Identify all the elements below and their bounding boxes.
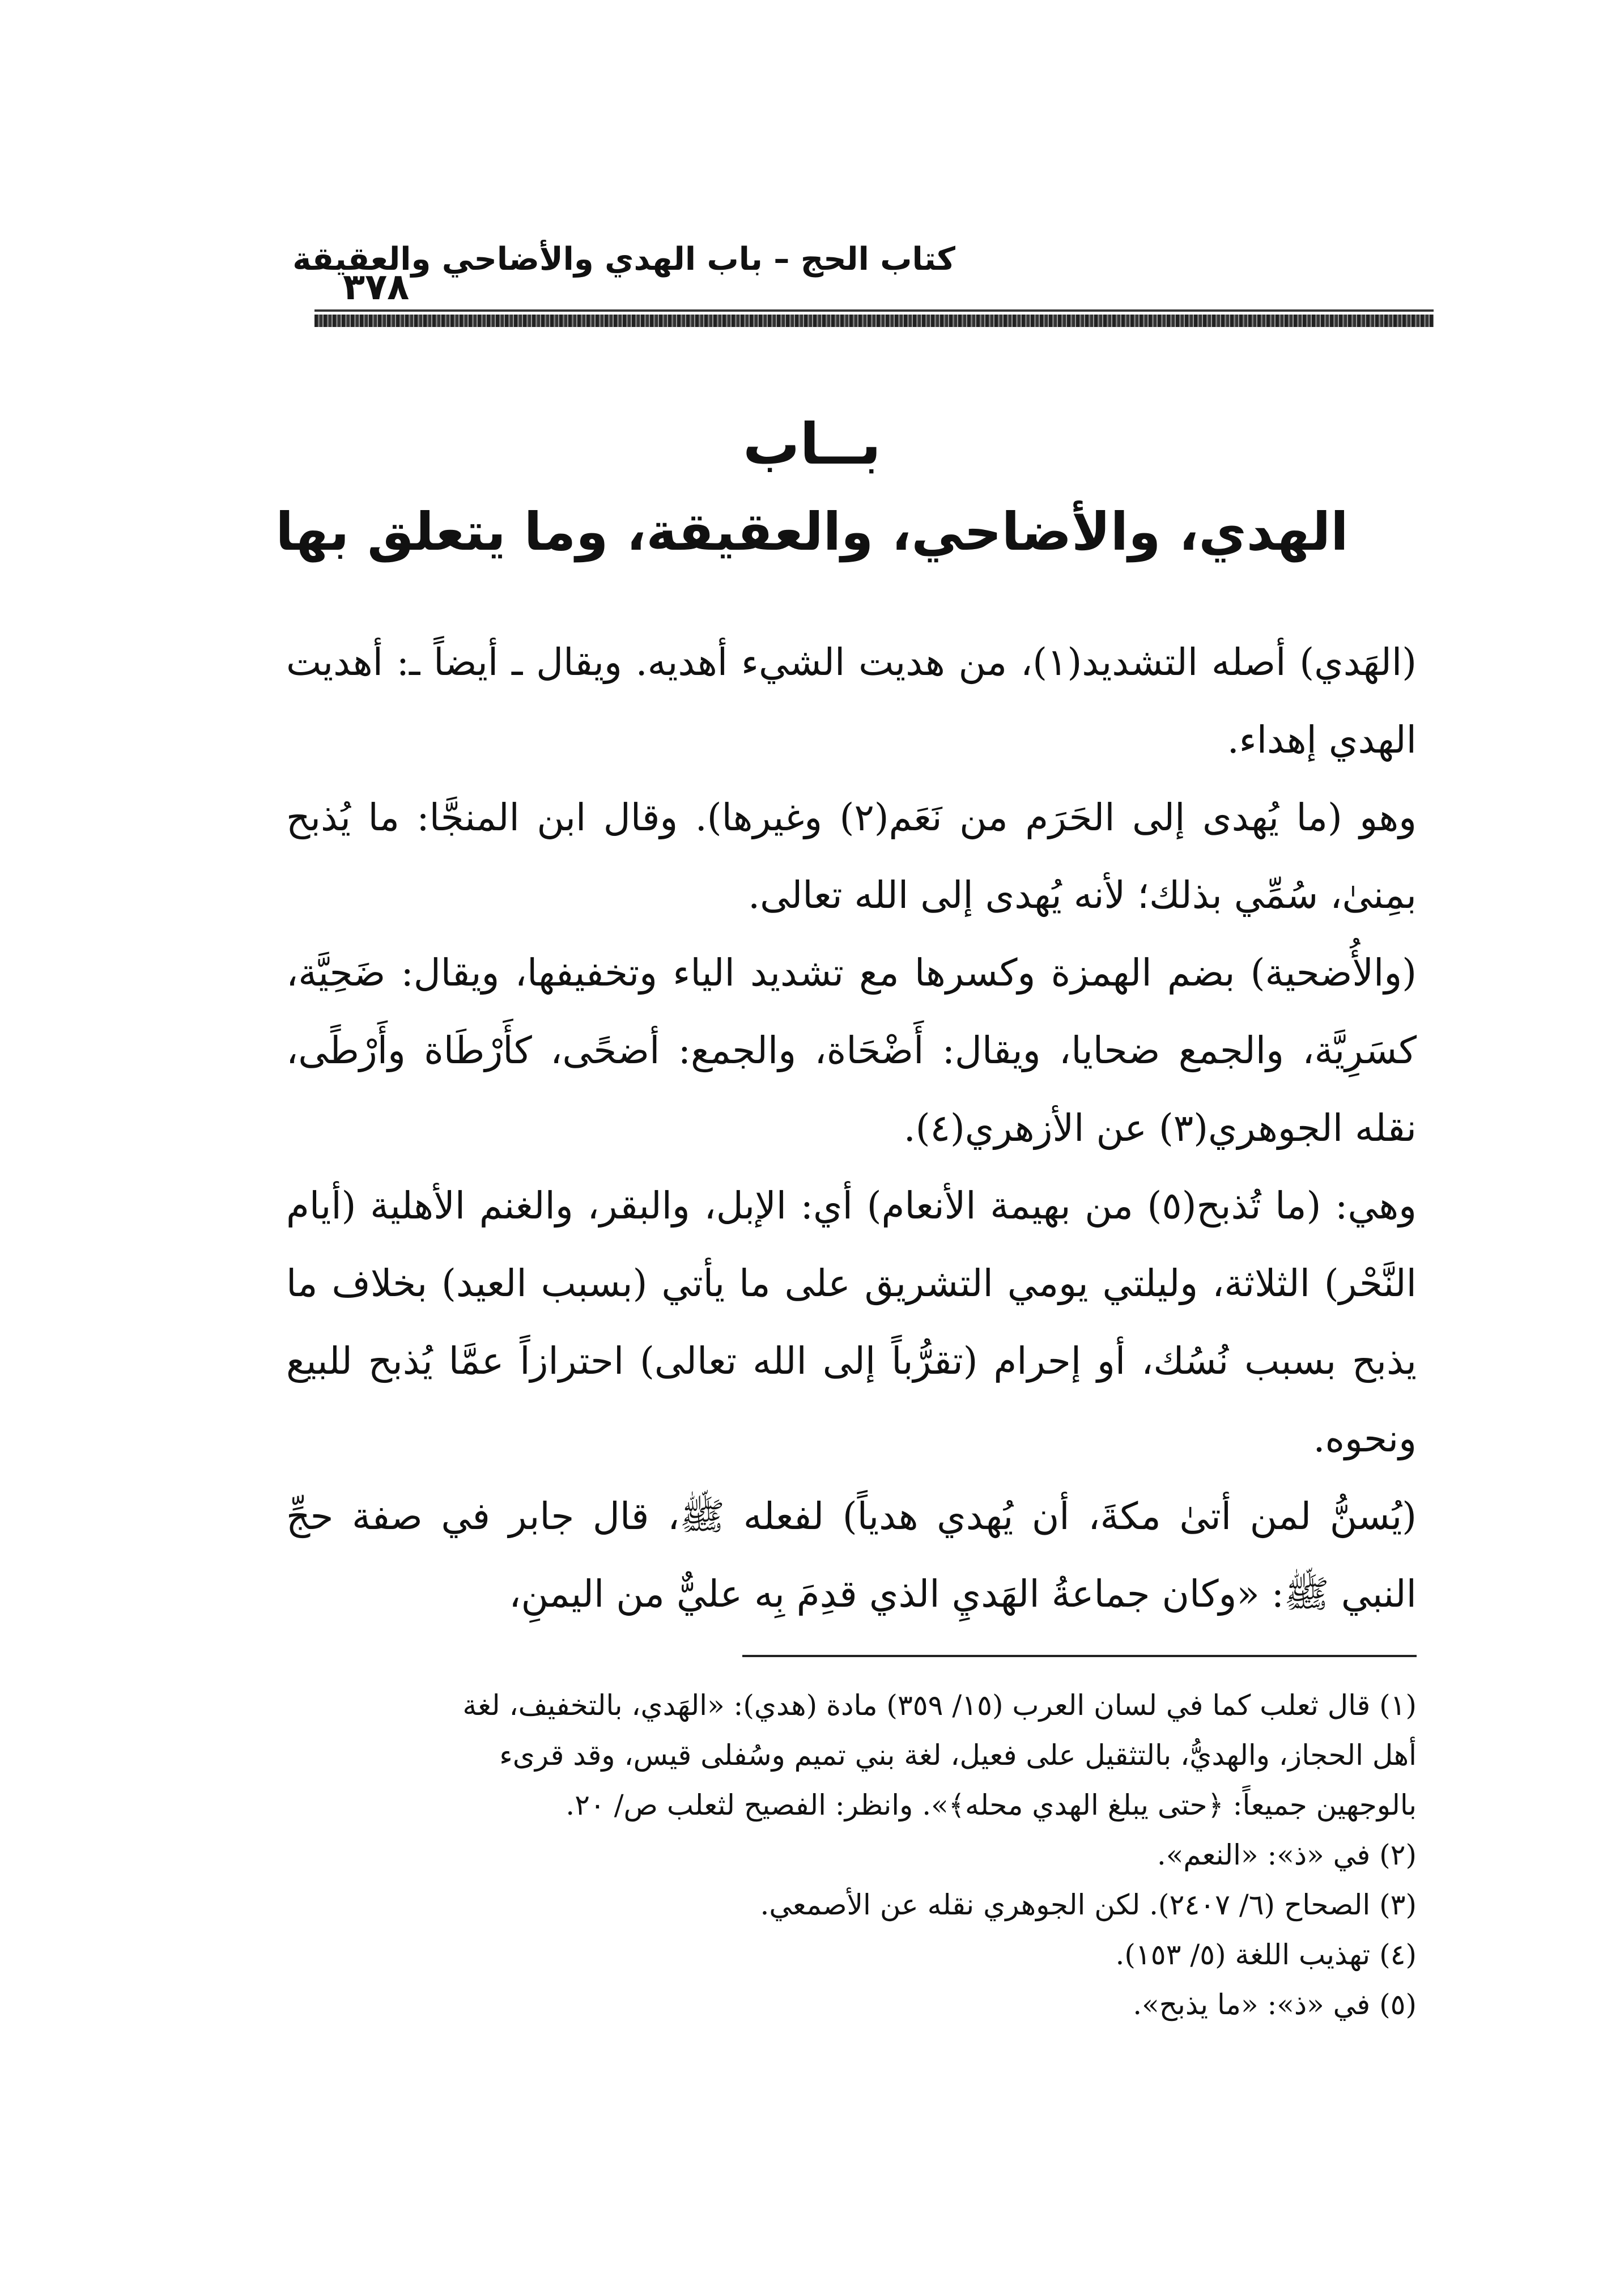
header-rule-thin	[314, 309, 1434, 312]
footnote-line: بالوجهين جميعاً: ﴿حتى يبلغ الهدي محله﴾». وانظر: الفصيح لثعلب ص/ ٢٠.	[566, 1789, 1417, 1821]
chapter-title: الهدي، والأضاحي، والعقيقة، وما يتعلق بها	[275, 502, 1349, 562]
footnote-line: (٢) في «ذ»: «النعم».	[1157, 1838, 1417, 1871]
footnote-line: (٣) الصحاح (٦/ ٢٤٠٧). لكن الجوهري نقله عن الأصمعي.	[760, 1888, 1417, 1921]
paragraph: وهي: (ما تُذبح(٥) من بهيمة الأنعام) أي: الإبل، والبقر، والغنم الأهلية (أيام النَّحْر) الثلاثة، وليلتي يومي التشريق على ما يأتي (بسبب العيد) بخلاف ما يذبح بسبب نُسُك، أو إحرام (تقرُّباً إلى الله تعالى) احترازاً عمَّا يُذبح للبيع ونحوه.	[286, 1184, 1417, 1460]
footnote-line: (٥) في «ذ»: «ما يذبح».	[1133, 1988, 1417, 2021]
footnotes	[286, 1680, 1417, 2029]
page-number: ٣٧٨	[343, 266, 410, 308]
paragraph: وهو (ما يُهدى إلى الحَرَم من نَعَم(٢) وغيرها). وقال ابن المنجَّا: ما يُذبح بمِنىٰ، سُمِّي بذلك؛ لأنه يُهدى إلى الله تعالى.	[286, 796, 1417, 917]
footnote-line: (٤) تهذيب اللغة (٥/ ١٥٣).	[1115, 1938, 1417, 1971]
main-text	[286, 623, 1417, 1633]
paragraph: (والأُضحية) بضم الهمزة وكسرها مع تشديد الياء وتخفيفها، ويقال: ضَحِيَّة، كسَرِيَّة، والجمع ضحايا، ويقال: أَضْحَاة، والجمع: أضحًى، كأَرْطَاة وأَرْطًى، نقله الجوهري(٣) عن الأزهري(٤).	[286, 951, 1417, 1150]
running-header-title: كتاب الحج – باب الهدي والأضاحي والعقيقة	[292, 241, 955, 278]
paragraph: (يُسنُّ لمن أتىٰ مكةَ، أن يُهدي هدياً) لفعله ﷺ، قال جابر في صفة حجِّ النبي ﷺ: «وكان جماعةُ الهَديِ الذي قدِمَ بِه عليٌّ من اليمنِ،	[286, 1494, 1417, 1616]
footnote-separator	[742, 1655, 1417, 1657]
chapter-heading: بــاب	[743, 411, 881, 477]
header-rule	[314, 315, 1434, 327]
paragraph: (الهَدي) أصله التشديد(١)، من هديت الشيء أهديه. ويقال ـ أيضاً ـ: أهديت الهدي إهداء.	[286, 640, 1417, 762]
footnote-line: (١) قال ثعلب كما في لسان العرب (١٥/ ٣٥٩) مادة (هدي): «الهَدي، بالتخفيف، لغة	[462, 1689, 1417, 1722]
footnote-line: أهل الحجاز، والهديُّ، بالتثقيل على فعيل، لغة بني تميم وسُفلى قيس، وقد قرىء	[499, 1739, 1417, 1772]
